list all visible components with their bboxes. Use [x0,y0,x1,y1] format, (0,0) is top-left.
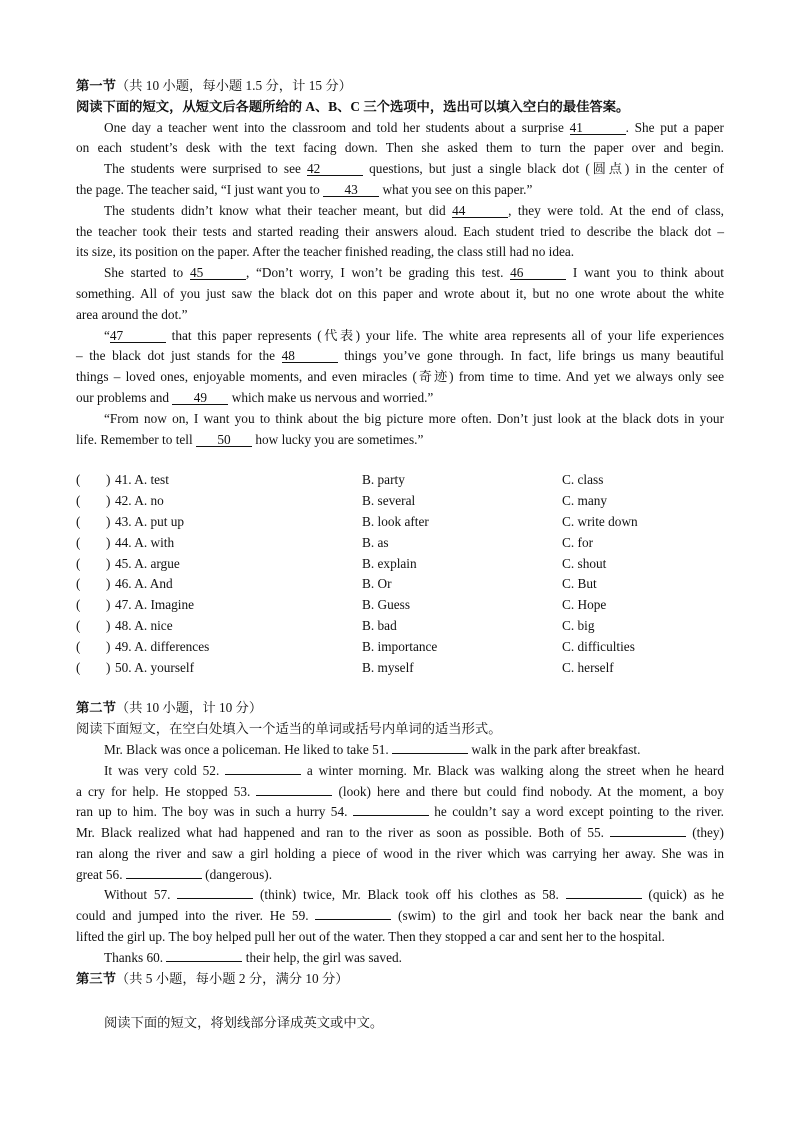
answer-paren-close: ) [106,638,111,654]
passage-text: (look) here and there but could find nobody. At the moment, a boy [332,783,724,799]
passage-line [76,409,724,430]
answer-blank [225,774,301,775]
passage-line [76,823,724,844]
answer-blank: 50 [196,433,252,447]
option-a: 48. A. nice [115,617,173,633]
passage-text: how lucky you are sometimes.” [252,431,424,447]
section3-scoring: （共 5 小题，每小题 2 分，满分 10 分） [115,970,349,986]
answer-blank: 41 [570,121,626,135]
option-c: C. many [562,493,608,509]
passage-text: “ [104,327,110,343]
passage-line [76,388,724,409]
answer-paren-close: ) [106,659,111,675]
passage-text: One day a teacher went into the classroom and told her students about a surprise [104,119,570,135]
passage-text: walk in the park after breakfast. [468,741,641,757]
passage-text: what you see on this paper.” [379,181,533,197]
answer-paren-open: ( [76,534,81,550]
option-c: C. But [562,576,597,592]
passage-line [76,740,724,761]
option-b: B. myself [362,659,414,675]
option-row [76,491,724,512]
answer-paren-open: ( [76,576,81,592]
passage-line [76,326,724,347]
option-b: B. importance [362,638,438,654]
option-b: B. several [362,493,416,509]
passage-line [76,782,724,803]
answer-blank [256,795,332,796]
option-c: C. write down [562,513,638,529]
option-a: 44. A. with [115,534,175,550]
passage-text: lifted the girl up. The boy helped pull her out of the water. Then they stopped a car and sent her to the hospital. [76,929,665,945]
passage-text: things you’ve gone through. In fact, life brings us many beautiful [337,348,724,364]
section1-scoring: （共 10 小题，每小题 1.5 分，计 15 分） [115,78,352,93]
passage-text: could and jumped into the river. He 59. [76,908,316,924]
option-row [76,512,724,533]
passage-line [76,844,724,865]
option-c: C. class [562,472,604,488]
passage-line [76,948,724,969]
answer-blank: 47 [110,329,166,343]
answer-paren-close: ) [106,576,111,592]
passage-line [76,159,724,180]
passage-text: Mr. Black was once a policeman. He liked to take 51. [104,741,393,757]
passage-text: that this paper represents (代表) your life. The white area represents all of your life experiences [165,327,724,343]
answer-blank: 49 [172,391,228,405]
passage-text: “From now on, I want you to think about the big picture more often. Don’t just look at the black dots in your [104,410,724,426]
answer-blank [315,919,391,920]
option-a: 50. A. yourself [115,659,195,675]
passage-line [76,802,724,823]
option-b: B. explain [362,555,417,571]
section1-title: 第一节 [76,78,116,93]
passage-line [76,346,724,367]
option-row [76,595,724,616]
passage-text: (quick) as he [641,887,724,903]
option-b: B. as [362,534,389,550]
answer-paren-close: ) [106,472,111,488]
section3-header [76,969,724,990]
passage-text: (think) twice, Mr. Black took off his clothes as 58. [253,887,566,903]
option-a: 47. A. Imagine [115,597,195,613]
answer-blank: 48 [282,349,338,363]
passage-text: , they were told. At the end of class, [508,202,724,218]
answer-paren-close: ) [106,617,111,633]
passage-text: (swim) to the girl and took her back near the bank and [391,908,724,924]
option-a: 43. A. put up [115,513,185,529]
passage-line [76,305,724,326]
answer-paren-open: ( [76,659,81,675]
passage-line [76,761,724,782]
section2-header [76,698,724,719]
option-a: 42. A. no [115,493,164,509]
option-c: C. for [562,534,594,550]
answer-blank [177,898,253,899]
option-a: 49. A. differences [115,638,210,654]
option-a: 45. A. argue [115,555,180,571]
exam-page [76,76,724,1034]
option-row [76,470,724,491]
passage-text: She started to [104,265,190,281]
passage-text: a winter morning. Mr. Black was walking along the street when he heard [301,762,724,778]
passage-text: . She put a paper [625,119,724,135]
answer-blank [392,753,468,754]
section2-scoring: （共 10 小题，计 10 分） [115,700,263,716]
passage-text: area around the dot.” [76,306,188,322]
passage-text: he couldn’t say a word except pointing to the river. [428,804,724,820]
passage-text: their help, the girl was saved. [242,949,402,965]
answer-paren-open: ( [76,472,81,488]
answer-paren-open: ( [76,638,81,654]
passage-line [76,367,724,388]
answer-blank [126,878,202,879]
passage-text: The students were surprised to see [104,161,308,177]
answer-blank [566,898,642,899]
option-row [76,574,724,595]
passage-text: things – loved ones, enjoyable moments, and even miracles (奇迹) from time to time. And yet we always only see [76,369,724,385]
passage-line [76,263,724,284]
passage-line [76,284,724,305]
answer-paren-close: ) [106,513,111,529]
passage-text: ran up to him. The boy was in such a hurry 54. [76,804,353,820]
answer-blank: 45 [190,266,246,280]
answer-paren-close: ) [106,597,111,613]
passage-text: – the black dot just stands for the [76,348,282,364]
passage-text: our problems and [76,389,173,405]
answer-paren-open: ( [76,597,81,613]
option-row [76,554,724,575]
option-b: B. Or [362,576,392,592]
option-row [76,658,724,679]
section1-instruction: 阅读下面的短文，从短文后各题所给的 A、B、C 三个选项中，选出可以填入空白的最佳答案。 [76,98,630,114]
section2-instruction: 阅读下面短文，在空白处填入一个适当的单词或括号内单词的适当形式。 [76,721,502,737]
passage-text: something. All of you just saw the black dot on this paper and wrote about it, but no one wrote about the white [76,285,724,301]
answer-paren-open: ( [76,493,81,509]
passage-text: on each student’s desk with the text facing down. Then she asked them to turn the paper over and begin. [76,140,724,156]
answer-blank [610,836,686,837]
passage-text: the teacher took their tests and started reading their answers aloud. Each student tried to describe the black dot – [76,223,724,239]
section1-header [76,76,724,97]
passage-line [76,885,724,906]
passage-text: I want you to think about [566,265,724,281]
answer-paren-open: ( [76,513,81,529]
answer-paren-close: ) [106,555,111,571]
passage-line [76,222,724,243]
passage-line [76,242,724,263]
answer-blank [166,961,242,962]
passage-text: life. Remember to tell [76,431,197,447]
option-row [76,616,724,637]
passage-line [76,906,724,927]
answer-paren-open: ( [76,555,81,571]
section3-title: 第三节 [76,970,116,986]
passage-text: which make us nervous and worried.” [228,389,434,405]
option-b: B. bad [362,617,397,633]
section2-passage [76,740,724,969]
passage-text: questions, but just a single black dot (圆点) in the center of [363,161,724,177]
passage-text: great 56. [76,866,126,882]
option-c: C. difficulties [562,638,635,654]
passage-text: (they) [686,825,724,841]
answer-blank: 46 [510,266,566,280]
passage-line [76,118,724,139]
passage-text: (dangerous). [201,866,273,882]
passage-line [76,180,724,201]
passage-line [76,865,724,886]
answer-blank: 42 [307,162,363,176]
option-a: 46. A. And [115,576,173,592]
section2-title: 第二节 [76,700,116,716]
answer-paren-close: ) [106,534,111,550]
passage-text: ran along the river and saw a girl holding a piece of wood in the river which was carrying her away. She was in [76,845,724,861]
passage-text: a cry for help. He stopped 53. [76,783,257,799]
option-row [76,533,724,554]
passage-text: Mr. Black realized what had happened and ran to the river as soon as possible. Both of 55. [76,825,611,841]
answer-blank: 44 [452,204,508,218]
option-b: B. Guess [362,597,411,613]
option-c: C. shout [562,555,607,571]
answer-paren-close: ) [106,493,111,509]
option-c: C. herself [562,659,614,675]
option-row [76,637,724,658]
passage-line [76,201,724,222]
option-c: C. Hope [562,597,607,613]
option-a: 41. A. test [115,472,169,488]
passage-text: Without 57. [104,887,178,903]
passage-text: The students didn’t know what their teacher meant, but did [104,202,453,218]
passage-text: the page. The teacher said, “I just want you to [76,181,324,197]
passage-text: , “Don’t worry, I won’t be grading this test. [245,265,511,281]
section1-passage [76,118,724,451]
passage-text: Thanks 60. [104,949,167,965]
option-c: C. big [562,617,595,633]
answer-paren-open: ( [76,617,81,633]
answer-blank [353,815,429,816]
option-b: B. look after [362,513,429,529]
section1-options [76,470,724,678]
passage-text: It was very cold 52. [104,762,226,778]
option-b: B. party [362,472,405,488]
passage-line [76,138,724,159]
passage-line [76,430,724,451]
passage-text: its size, its position on the paper. After the teacher finished reading, the class still had no idea. [76,244,575,260]
answer-blank: 43 [323,183,379,197]
section3-instruction: 阅读下面的短文，将划线部分译成英文或中文。 [104,1015,384,1031]
passage-line [76,927,724,948]
